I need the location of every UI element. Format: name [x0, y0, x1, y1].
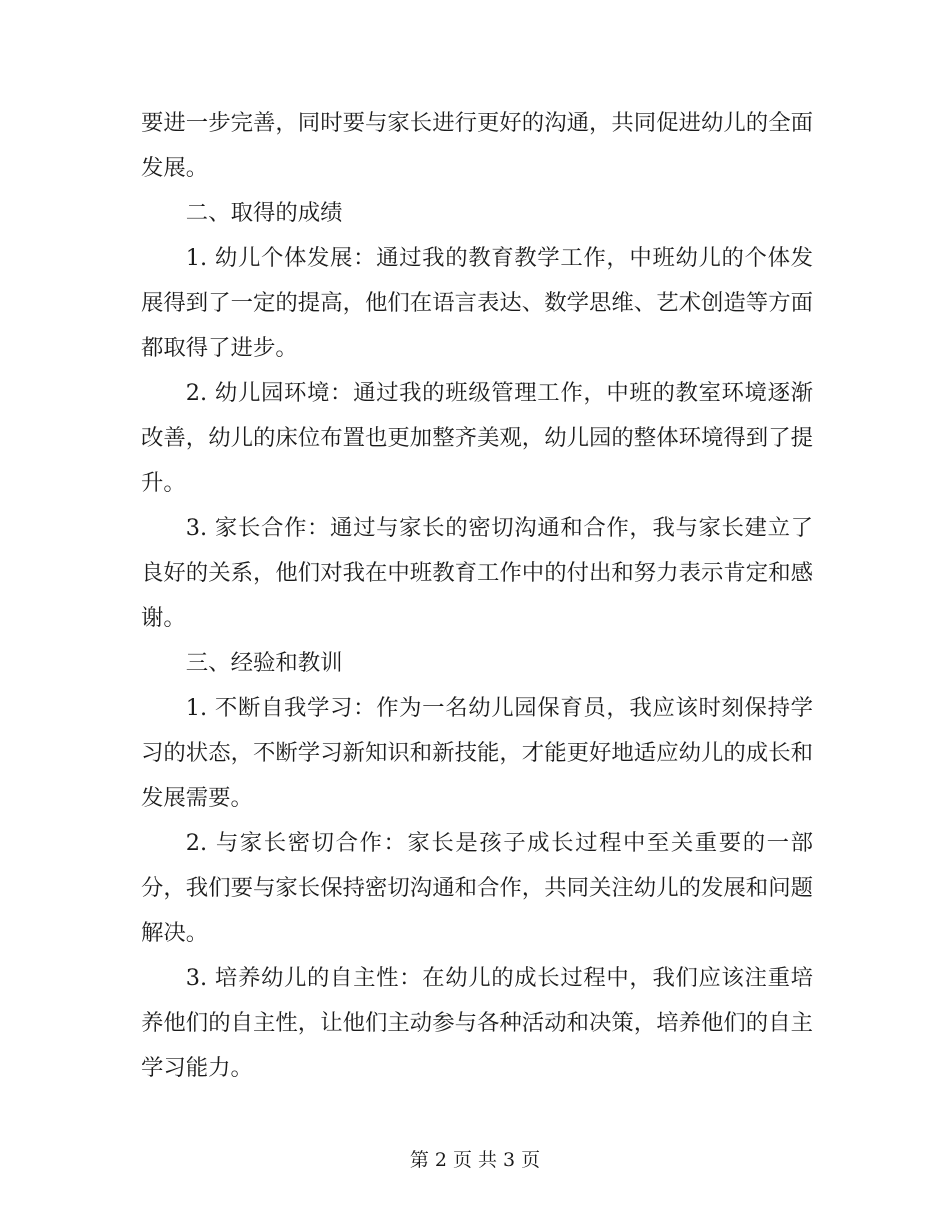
paragraph-lesson-3: 3. 培养幼儿的自主性：在幼儿的成长过程中，我们应该注重培养他们的自主性，让他们主动参与各种活动和决策，培养他们的自主学习能力。 [141, 965, 813, 1081]
document-body [141, 101, 813, 1091]
section-heading-achievements: 二、取得的成绩 [185, 200, 343, 226]
paragraph-achievement-1: 1. 幼儿个体发展：通过我的教育教学工作，中班幼儿的个体发展得到了一定的提高，他们在语言表达、数学思维、艺术创造等方面都取得了进步。 [141, 245, 813, 361]
section-heading-lessons: 三、经验和教训 [185, 650, 343, 676]
paragraph-achievement-3: 3. 家长合作：通过与家长的密切沟通和合作，我与家长建立了良好的关系，他们对我在中班教育工作中的付出和努力表示肯定和感谢。 [141, 515, 813, 631]
paragraph-lesson-1: 1. 不断自我学习：作为一名幼儿园保育员，我应该时刻保持学习的状态，不断学习新知识和新技能，才能更好地适应幼儿的成长和发展需要。 [141, 695, 813, 811]
paragraph-continuation: 要进一步完善，同时要与家长进行更好的沟通，共同促进幼儿的全面发展。 [141, 110, 813, 181]
paragraph-achievement-2: 2. 幼儿园环境：通过我的班级管理工作，中班的教室环境逐渐改善，幼儿的床位布置也更加整齐美观，幼儿园的整体环境得到了提升。 [141, 380, 813, 496]
paragraph-lesson-2: 2. 与家长密切合作：家长是孩子成长过程中至关重要的一部分，我们要与家长保持密切沟通和合作，共同关注幼儿的发展和问题解决。 [141, 830, 813, 946]
page-number-footer: 第 2 页 共 3 页 [409, 1149, 541, 1171]
